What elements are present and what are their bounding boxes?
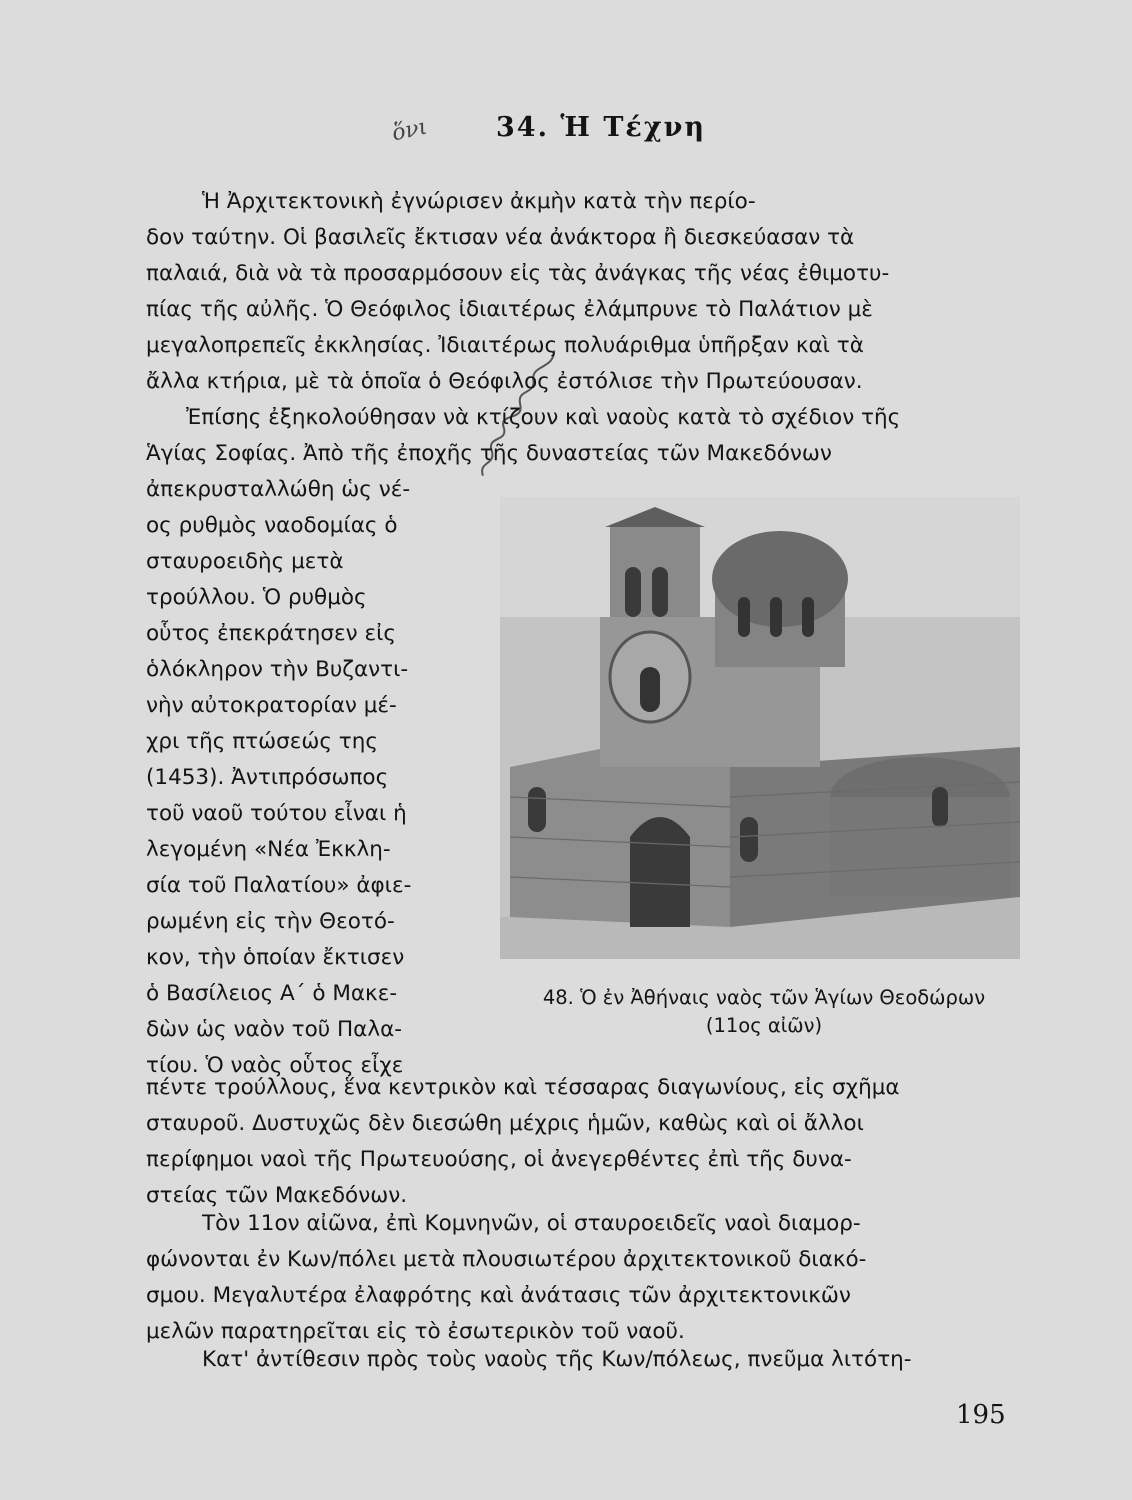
text-line: δὼν ὡς ναὸν τοῦ Παλα- — [146, 1017, 403, 1042]
text-line: Ἐπίσης ἐξηκολούθησαν νὰ κτίζουν καὶ ναοὺς κατὰ τὸ σχέδιον τῆς — [186, 405, 901, 430]
text-line: τίου. Ὁ ναὸς οὗτος εἶχε — [146, 1053, 404, 1078]
paragraph-architecture — [146, 184, 889, 400]
text-line: πέντε τρούλλους, ἕνα κεντρικὸν καὶ τέσσαρας διαγωνίους, εἰς σχῆμα — [146, 1075, 900, 1100]
caption-line: (11ος αἰῶν) — [705, 1014, 823, 1037]
church-photo — [500, 497, 1020, 959]
text-line: ὁλόκληρον τὴν Βυζαντι- — [146, 657, 409, 682]
text-line: Ἡ Ἀρχιτεκτονικὴ ἐγνώρισεν ἀκμὴν κατὰ τὴν περίο- — [202, 189, 756, 214]
text-line: ἄλλα κτήρια, μὲ τὰ ὁποῖα ὁ Θεόφιλος ἐστόλισε τὴν Πρωτεύουσαν. — [146, 369, 863, 394]
text-line: σταυροῦ. Δυστυχῶς δὲν διεσώθη μέχρις ἡμῶν, καθὼς καὶ οἱ ἄλλοι — [146, 1111, 864, 1136]
text-line: κον, τὴν ὁποίαν ἔκτισεν — [146, 945, 405, 970]
text-line: νὴν αὐτοκρατορίαν μέ- — [146, 693, 397, 718]
text-line: μελῶν παρατηρεῖται εἰς τὸ ἐσωτερικὸν τοῦ ναοῦ. — [146, 1319, 685, 1344]
figure-caption — [494, 984, 1034, 1040]
text-line: τρούλλου. Ὁ ρυθμὸς — [146, 585, 367, 610]
text-line: ἀπεκρυσταλλώθη ὡς νέ- — [146, 477, 411, 502]
text-line: παλαιά, διὰ νὰ τὰ προσαρμόσουν εἰς τὰς ἀνάγκας τῆς νέας ἐθιμοτυ- — [146, 261, 890, 286]
text-line: σμου. Μεγαλυτέρα ἐλαφρότης καὶ ἀνάτασις τῶν ἀρχιτεκτονικῶν — [146, 1283, 851, 1308]
text-line: χρι τῆς πτώσεώς της — [146, 729, 378, 754]
caption-line: 48. Ὁ ἐν Ἀθήναις ναὸς τῶν Ἁγίων Θεοδώρων — [542, 986, 986, 1009]
section-title: 34. Ἡ Τέχνη — [496, 112, 706, 143]
text-line: Κατ' ἀντίθεσιν πρὸς τοὺς ναοὺς τῆς Κων/πόλεως, πνεῦμα λιτότη- — [202, 1347, 912, 1372]
text-line: Τὸν 11ον αἰῶνα, ἐπὶ Κομνηνῶν, οἱ σταυροειδεῖς ναοὶ διαμορ- — [202, 1211, 861, 1236]
church-illustration-icon — [500, 497, 1020, 959]
text-line: (1453). Ἀντιπρόσωπος — [146, 765, 389, 790]
text-line: λεγομένη «Νέα Ἐκκλη- — [146, 837, 391, 862]
text-line: φώνονται ἐν Κων/πόλει μετὰ πλουσιωτέρου ἀρχιτεκτονικοῦ διακό- — [146, 1247, 867, 1272]
text-line: ὁ Βασίλειος Α΄ ὁ Μακε- — [146, 981, 398, 1006]
text-line: περίφημοι ναοὶ τῆς Πρωτευούσης, οἱ ἀνεγερθέντες ἐπὶ τῆς δυνα- — [146, 1147, 852, 1172]
paragraph-churches-end — [146, 1070, 900, 1214]
paragraph-contrast — [146, 1342, 912, 1378]
text-line: Ἁγίας Σοφίας. Ἀπὸ τῆς ἐποχῆς τῆς δυναστείας τῶν Μακεδόνων — [146, 441, 832, 466]
text-line: σταυροειδὴς μετὰ — [146, 549, 344, 574]
text-line: ρωμένη εἰς τὴν Θεοτό- — [146, 909, 395, 934]
text-line: οὗτος ἐπεκράτησεν εἰς — [146, 621, 397, 646]
text-line: σία τοῦ Παλατίου» ἀφιε- — [146, 873, 412, 898]
paragraph-churches — [146, 400, 900, 472]
margin-handwriting: ὅνι — [389, 114, 430, 147]
text-line: πίας τῆς αὐλῆς. Ὁ Θεόφιλος ἰδιαιτέρως ἐλάμπρυνε τὸ Παλάτιον μὲ — [146, 297, 873, 322]
text-line: μεγαλοπρεπεῖς ἐκκλησίας. Ἰδιαιτέρως πολυάριθμα ὑπῆρξαν καὶ τὰ — [146, 333, 864, 358]
text-line: ος ρυθμὸς ναοδομίας ὁ — [146, 513, 398, 538]
paragraph-komnenoi — [146, 1206, 866, 1350]
text-line: τοῦ ναοῦ τούτου εἶναι ἡ — [146, 801, 407, 826]
text-line: δον ταύτην. Οἱ βασιλεῖς ἔκτισαν νέα ἀνάκτορα ἢ διεσκεύασαν τὰ — [146, 225, 855, 250]
paragraph-churches-wrap — [146, 472, 411, 1084]
text-line: στείας τῶν Μακεδόνων. — [146, 1183, 408, 1208]
page-number: 195 — [956, 1400, 1006, 1430]
